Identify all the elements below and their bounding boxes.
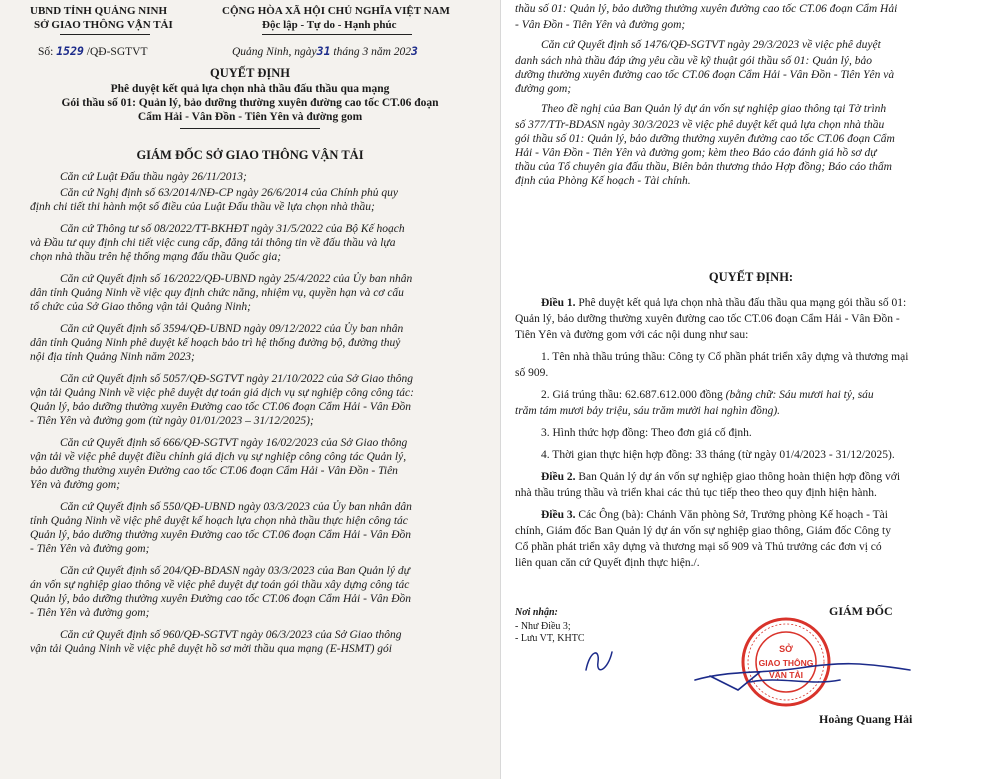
article-2: Điều 2. Ban Quản lý dự án vốn sự nghiệp giao thông hoàn thiện hợp đồng với (541, 471, 901, 483)
right-preamble-line: thầu của Tổ chuyên gia đấu thầu, Biên bản thương thảo Hợp đồng; Báo cáo thẩm (515, 161, 892, 173)
left-body-line: và Đầu tư quy định chi tiết việc cung cấp, đăng tải thông tin về đấu thầu và lựa (30, 237, 396, 249)
handwritten-day: 31 (316, 44, 331, 58)
left-body-line: dân tỉnh Quảng Ninh phê duyệt kế hoạch bảo trì hệ thống đường bộ, đường thuỷ (30, 337, 401, 349)
doc-type: QUYẾT ĐỊNH (210, 66, 290, 80)
doc-date: Quảng Ninh, ngày31 tháng 3 năm 2023 (232, 44, 418, 58)
motto: Độc lập - Tự do - Hạnh phúc (262, 19, 397, 31)
right-preamble-line: gói thầu số 01: Quản lý, bảo dưỡng thường xuyên đường cao tốc CT.06 đoạn Cẩm (515, 133, 895, 145)
left-body-line: vận tải Quảng Ninh về việc phê duyệt dự toán giá dịch vụ sự nghiệp công công tác: (30, 387, 414, 399)
left-body-line: án vốn sự nghiệp giao thông về việc phê duyệt dự toán gói thầu xây dựng công tác (30, 579, 410, 591)
stamp-text-bot: VẬN TẢI (769, 670, 803, 680)
right-preamble-line: danh sách nhà thầu đáp ứng yêu cầu về kỹ thuật gói thầu số 01: Quản lý, bảo (515, 55, 872, 67)
article-3: Điều 3. Các Ông (bà): Chánh Văn phòng Sở, Trưởng phòng Kế hoạch - Tài (541, 509, 888, 521)
left-body-line: - Tiên Yên và đường gom; (30, 607, 150, 619)
motto-underline (262, 34, 412, 35)
title-line-3: Cẩm Hải - Vân Đồn - Tiên Yên và đường gom (137, 111, 363, 123)
left-body-line: Căn cứ Quyết định số 550/QĐ-UBND ngày 03/3/2023 của Ủy ban nhân dân (60, 501, 412, 513)
title-underline (180, 128, 320, 129)
nation-header: CỘNG HÒA XÃ HỘI CHỦ NGHĨA VIỆT NAM (222, 5, 450, 17)
left-body-line: bảo dưỡng thường xuyên Đường cao tốc CT.06 đoạn Cẩm Hải - Vân Đồn - Tiên (30, 465, 398, 477)
article-3-line-4: liên quan căn cứ Quyết định thực hiện./. (515, 557, 700, 569)
item-2-line-2: trăm tám mươi bảy triệu, sáu trăm mười hai nghìn đồng). (515, 405, 781, 417)
article-1-line-2: Quản lý, bảo dưỡng thường xuyên đường cao tốc CT.06 đoạn Cẩm Hải - Vân Đồn - (515, 313, 900, 325)
stamp-text-mid: GIAO THÔNG (758, 658, 814, 668)
article-3-line-2: chính, Giám đốc Ban Quản lý dự án vốn sự nghiệp giao thông, Giám đốc Công ty (515, 525, 891, 537)
authority-heading: GIÁM ĐỐC SỞ GIAO THÔNG VẬN TẢI (136, 148, 364, 162)
left-body-line: nội địa tỉnh Quảng Ninh năm 2023; (30, 351, 195, 363)
article-1-line-3: Tiên Yên và đường gom với các nội dung như sau: (515, 329, 749, 341)
agency-underline (60, 34, 150, 35)
article-3-line-3: Cổ phần phát triển xây dựng và thương mại số 909 và Thủ trưởng các đơn vị có (515, 541, 882, 553)
left-body-line: Căn cứ Nghị định số 63/2014/NĐ-CP ngày 26/6/2014 của Chính phủ quy (60, 187, 398, 199)
article-1: Điều 1. Phê duyệt kết quả lựa chọn nhà thầu đấu thầu qua mạng gói thầu số 01: (541, 297, 907, 309)
article-2-line-2: nhà thầu trúng thầu và triển khai các thủ tục tiếp theo theo quy định hiện hành. (515, 487, 877, 499)
left-body-line: Căn cứ Quyết định số 16/2022/QĐ-UBND ngày 25/4/2022 của Ủy ban nhân (60, 273, 413, 285)
left-body-line: - Tiên Yên và đường gom (từ ngày 01/01/2023 – 31/12/2025); (30, 415, 314, 427)
recipient-2: - Lưu VT, KHTC (515, 633, 585, 644)
left-body-line: Căn cứ Quyết định số 5057/QĐ-SGTVT ngày 21/10/2022 của Sở Giao thông (60, 373, 414, 385)
item-4: 4. Thời gian thực hiện hợp đồng: 33 tháng (từ ngày 01/4/2023 - 31/12/2025). (541, 449, 895, 461)
left-body-line: Yên và đường gom; (30, 479, 121, 491)
item-3: 3. Hình thức hợp đồng: Theo đơn giá cố định. (541, 427, 752, 439)
signer-name: Hoàng Quang Hải (819, 712, 913, 726)
stamp-text-top: SỞ (779, 644, 793, 654)
left-body-line: dân tỉnh Quảng Ninh về việc quy định chức năng, nhiệm vụ, quyền hạn và cơ cấu (30, 287, 404, 299)
decision-heading: QUYẾT ĐỊNH: (708, 270, 794, 284)
item-1-line-2: số 909. (515, 367, 549, 379)
left-body-line: Căn cứ Quyết định số 666/QĐ-SGTVT ngày 16/02/2023 của Sở Giao thông (60, 437, 408, 449)
right-preamble-line: số 377/TTr-BDASN ngày 30/3/2023 về việc phê duyệt kết quả lựa chọn nhà thầu (515, 119, 885, 131)
title-line-1: Phê duyệt kết quả lựa chọn nhà thầu đấu thầu qua mạng (110, 83, 390, 95)
left-body-line: Căn cứ Luật Đấu thầu ngày 26/11/2013; (60, 171, 247, 183)
agency-name: SỞ GIAO THÔNG VẬN TẢI (34, 19, 173, 31)
signer-title: GIÁM ĐỐC (829, 604, 893, 618)
left-body-line: tỉnh Quảng Ninh về việc phê duyệt kế hoạch lựa chọn nhà thầu thực hiện công tác (30, 515, 408, 527)
left-body-line: tổ chức của Sở Giao thông vận tải Quảng Ninh; (30, 301, 251, 313)
doc-number: Số: 1529 /QĐ-SGTVT (38, 44, 148, 58)
initials-signature-icon (578, 640, 618, 680)
right-preamble-line: đường gom; (515, 83, 572, 95)
right-preamble-line: thầu số 01: Quản lý, bảo dưỡng thường xuyên đường cao tốc CT.06 đoạn Cẩm Hải (515, 3, 898, 15)
recipients-label: Nơi nhận: (515, 607, 558, 618)
agency-top: UBND TỈNH QUẢNG NINH (30, 5, 168, 17)
left-body-line: Căn cứ Quyết định số 3594/QĐ-UBND ngày 09/12/2022 của Ủy ban nhân (60, 323, 404, 335)
left-body-line: - Tiên Yên và đường gom; (30, 543, 150, 555)
left-body-line: Quản lý, bảo dưỡng thường xuyên Đường cao tốc CT.06 đoạn Cẩm Hải - Vân Đồn (30, 529, 412, 541)
recipient-1: - Như Điều 3; (515, 621, 571, 632)
left-body-line: Căn cứ Quyết định số 204/QĐ-BDASN ngày 03/3/2023 của Ban Quản lý dự (60, 565, 410, 577)
right-preamble-line: định của Phòng Kế hoạch - Tài chính. (515, 175, 691, 187)
right-preamble-line: Theo đề nghị của Ban Quản lý dự án vốn sự nghiệp giao thông tại Tờ trình (541, 103, 887, 115)
left-body-line: chọn nhà thầu trên hệ thống mạng đấu thầu Quốc gia; (30, 251, 282, 263)
handwritten-year-digit: 3 (411, 44, 418, 58)
left-body-line: định chi tiết thi hành một số điều của Luật Đấu thầu về lựa chọn nhà thầu; (30, 201, 375, 213)
left-body-line: Quản lý, bảo dưỡng thường xuyên Đường cao tốc CT.06 đoạn Cẩm Hải - Vân Đồn (30, 593, 412, 605)
right-preamble-line: Hải - Vân Đồn - Tiên Yên và đường gom; kèm theo Báo cáo đánh giá hồ sơ dự (515, 147, 877, 159)
right-preamble-line: - Vân Đồn - Tiên Yên và đường gom; (515, 19, 686, 31)
director-signature-icon (690, 640, 920, 700)
left-body-line: Căn cứ Thông tư số 08/2022/TT-BKHĐT ngày 31/5/2022 của Bộ Kế hoạch (60, 223, 405, 235)
left-body-line: Căn cứ Quyết định số 960/QĐ-SGTVT ngày 06/3/2023 của Sở Giao thông (60, 629, 402, 641)
right-preamble-line: Căn cứ Quyết định số 1476/QĐ-SGTVT ngày 29/3/2023 về việc phê duyệt (541, 39, 881, 51)
handwritten-number: 1529 (56, 44, 84, 58)
left-body-line: vận tải Quảng Ninh về việc phê duyệt hồ sơ mời thầu qua mạng (E-HSMT) gói (30, 643, 393, 655)
left-body-line: Quản lý, bảo dưỡng thường xuyên Đường cao tốc CT.06 đoạn Cẩm Hải - Vân Đồn (30, 401, 412, 413)
left-body-line: vận tải về việc phê duyệt điều chỉnh giá dịch vụ sự nghiệp công công tác Quản lý, (30, 451, 407, 463)
item-2-line-1: 2. Giá trúng thầu: 62.687.612.000 đồng (bằng chữ: Sáu mươi hai tỷ, sáu (541, 389, 874, 401)
title-line-2: Gói thầu số 01: Quản lý, bảo dưỡng thường xuyên đường cao tốc CT.06 đoạn (61, 97, 439, 109)
right-preamble-line: dưỡng thường xuyên đường cao tốc CT.06 đoạn Cẩm Hải - Vân Đồn - Tiên Yên và (515, 69, 895, 81)
item-1-line-1: 1. Tên nhà thầu trúng thầu: Công ty Cổ phần phát triển xây dựng và thương mại (541, 351, 909, 363)
